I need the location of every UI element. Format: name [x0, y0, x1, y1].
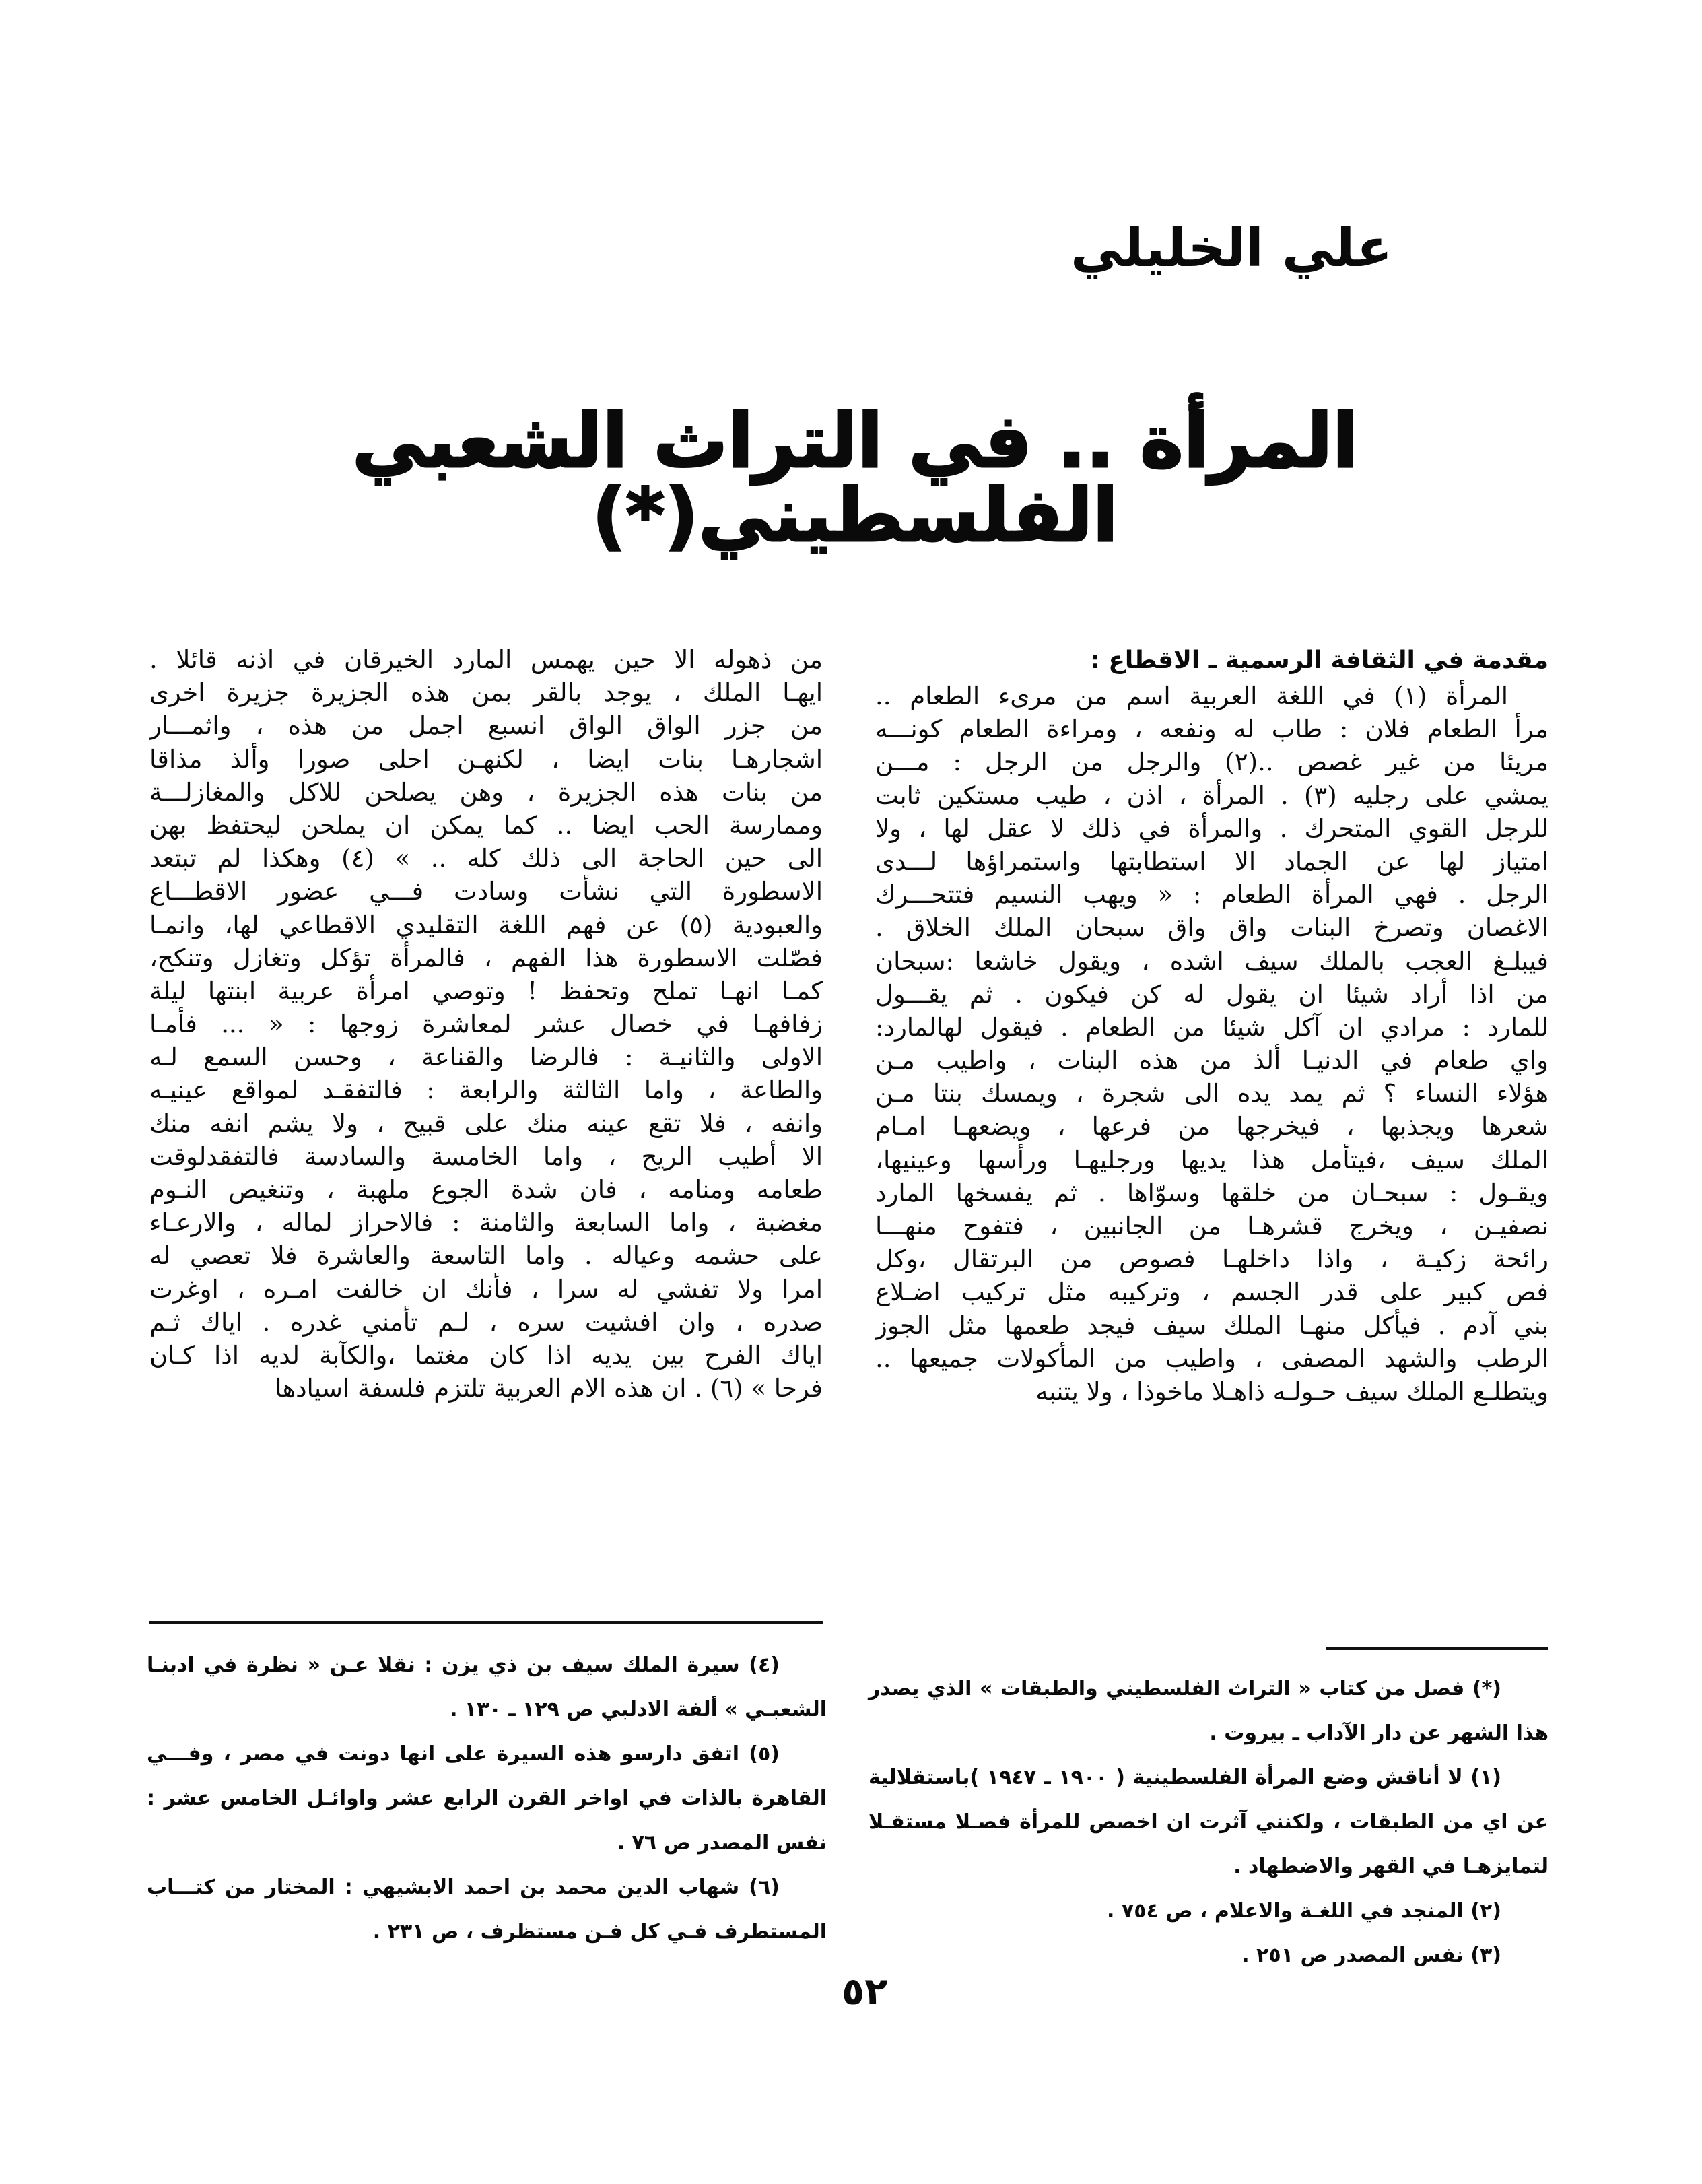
- text-line: رائحة زكيـة ، واذا داخلهـا فصوص من البرتقال ،وكل: [875, 1245, 1548, 1274]
- text-line: بني آدم . فيأكل منهـا الملك سيف فيجد طعمها مثل الجوز: [875, 1311, 1548, 1340]
- text-line: فصّلت الاسطورة هذا الفهم ، فالمرأة تؤكل وتغازل وتنكح،: [149, 943, 823, 972]
- footnote-line: القاهرة بالذات في اواخر القرن الرابع عشر واوائـل الخامس عشر :: [147, 1787, 827, 1810]
- text-line: طعامه ومنامه ، فان شدة الجوع ملهبة ، وتنغيص النـوم: [149, 1175, 823, 1204]
- footnote-line: هذا الشهر عن دار الآداب ـ بيروت .: [1209, 1721, 1548, 1745]
- text-line: نصفيـن ، ويخرج قشرهـا من الجانبين ، فتفوح منهـــا: [875, 1212, 1548, 1240]
- footnote-line: الشعبـي » ألفة الادلبي ص ١٢٩ ـ ١٣٠ .: [450, 1698, 827, 1721]
- author-name: علي الخليلي: [1070, 218, 1392, 279]
- text-line: فص كبير على قدر الجسم ، وتركيبه مثل تركيب اضـلاع: [875, 1278, 1548, 1307]
- text-line: واي طعام في الدنيـا ألذ من هذه البنات ، واطيب مـن: [875, 1046, 1548, 1076]
- text-line: الا أطيب الريح ، واما الخامسة والسادسة فالتفقدلوقت: [149, 1141, 823, 1171]
- footnote: [147, 1732, 827, 1865]
- text-line: والطاعة ، واما الثالثة والرابعة : فالتفقـد لمواقع عينيـه: [149, 1076, 823, 1105]
- text-line: من جزر الواق الواق انسبع اجمل من هذه ، واثمـــار: [149, 711, 823, 741]
- text-line: الرجل . فهي المرأة الطعام : « ويهب النسيم فتتحـــرك: [875, 880, 1548, 910]
- text-line: فرحا » (٦) . ان هذه الام العربية تلتزم فلسفة اسيادها: [275, 1374, 823, 1403]
- footnote: [869, 1667, 1548, 1756]
- left-column-lines: [149, 643, 823, 1405]
- footnote-line: (٣) نفس المصدر ص ٢٥١ .: [1241, 1944, 1501, 1967]
- footnote-line: المستطرف فـي كل فـن مستظرف ، ص ٢٣١ .: [372, 1920, 827, 1944]
- text-line: امرا ولا تفشي له سرا ، فأنك ان خالفت امـره ، اوغرت: [149, 1274, 823, 1304]
- footnote: [147, 1865, 827, 1954]
- text-line: الرطب والشهد المصفى ، واطيب من المأكولات جميعها ..: [875, 1344, 1548, 1373]
- left-column-body: [149, 643, 823, 1405]
- right-column-body: [875, 643, 1548, 1408]
- footnote: [869, 1889, 1548, 1933]
- text-line: من ذهوله الا حين يهمس المارد الخيرقان في اذنه قائلا .: [149, 645, 823, 674]
- article-title: المرأة .. في التراث الشعبي الفلسطيني(*): [352, 398, 1358, 558]
- footnote-line: (٥) اتفق دارسو هذه السيرة على انها دونت في مصر ، وفـــي: [147, 1742, 780, 1766]
- text-line: ويقـول : سبحـان من خلقها وسوّاها . ثم يفسخها المارد: [875, 1178, 1548, 1207]
- text-line: وممارسة الحب ايضا .. كما يمكن ان يملحن ليحتفظ بهن: [149, 810, 823, 840]
- text-line: وانفه ، فلا تقع عينه منك على قبيح ، ولا يشم انفه منك: [149, 1108, 823, 1138]
- text-line: هؤلاء النساء ؟ ثم يمد يده الى شجرة ، ويمسك بنتا مـن: [875, 1079, 1548, 1108]
- text-line: الملك سيف ،فيتأمل هذا يديها ورجليهـا ورأسها وعينيها،: [875, 1145, 1548, 1174]
- footnote-line: (*) فصل من كتاب « التراث الفلسطيني والطبقات » الذي يصدر: [869, 1677, 1501, 1700]
- text-line: من اذا أراد شيئا ان يقول له كن فيكون . ثم يقـــول: [875, 979, 1548, 1009]
- text-line: الاغصان وتصرخ البنات واق واق سبحان الملك الخلاق .: [875, 913, 1548, 943]
- text-line: للرجل القوي المتحرك . والمرأة في ذلك لا عقل لها ، ولا: [875, 814, 1548, 843]
- text-line: امتياز لها عن الجماد الا استطابتها واستمراؤها لـــدى: [875, 847, 1548, 876]
- footnote-line: (١) لا أناقش وضع المرأة الفلسطينية ( ١٩٠٠ ـ ١٩٤٧ )باستقلالية: [869, 1766, 1501, 1789]
- text-line: الاسطورة التي نشأت وسادت فـــي عضور الاقطـــاع: [149, 877, 823, 906]
- footnotes-left: [147, 1643, 827, 1954]
- page-number: ٥٢: [842, 1970, 888, 2014]
- text-line: شعرها ويجذبها ، فيخرجها من فرعها ، ويضعهـا امـام: [875, 1112, 1548, 1141]
- text-line: ايهـا الملك ، يوجد بالقر بمن هذه الجزيرة جزيرة اخرى: [149, 678, 823, 708]
- text-line: اشجارهـا بنات ايضا ، لكنهـن احلى صورا وألذ مذاقا: [149, 744, 823, 774]
- text-line: من بنات هذه الجزيرة ، وهن يصلحن للاكل والمغازلـــة: [149, 777, 823, 807]
- text-line: الى حين الحاجة الى ذلك كله .. » (٤) وهكذا لم تبتعد: [149, 844, 823, 873]
- footnote-line: (٢) المنجد في اللغـة والاعلام ، ص ٧٥٤ .: [1107, 1899, 1501, 1923]
- footnote-line: (٦) شهاب الدين محمد بن احمد الابشيهي : المختار من كتـــاب: [147, 1876, 780, 1899]
- text-line: صدره ، وان افشيت سره ، لـم تأمني غدره . اياك ثـم: [149, 1307, 823, 1337]
- text-line: مرأ الطعام فلان : طاب له ونفعه ، ومراءة الطعام كونـــه: [875, 715, 1548, 744]
- footnotes-right: [869, 1667, 1548, 1978]
- text-line: والعبودية (٥) عن فهم اللغة التقليدي الاقطاعي لها، وانمـا: [149, 910, 823, 939]
- footnote-line: عن اي من الطبقات ، ولكنني آثرت ان اخصص للمرأة فصـلا مستقـلا: [869, 1810, 1548, 1834]
- text-line: فيبلـغ العجب بالملك سيف اشده ، ويقول خاشعا :سبحان: [875, 946, 1548, 976]
- text-line: يمشي على رجليه (٣) . المرأة ، اذن ، طيب مستكين ثابت: [875, 781, 1548, 810]
- section-heading: مقدمة في الثقافة الرسمية ـ الاقطاع :: [1090, 647, 1548, 674]
- footnote: [147, 1643, 827, 1732]
- text-line: كمـا انهـا تملح وتحفظ ! وتوصي امرأة عربية ابنتها ليلة: [149, 976, 823, 1005]
- text-line: زفافهـا في خصال عشر لمعاشرة زوجها : « ... فأمـا: [149, 1010, 823, 1039]
- text-line: الاولى والثانيـة : فالرضا والقناعة ، وحسن السمع لـه: [149, 1043, 823, 1072]
- footnote-divider-left: [149, 1621, 823, 1624]
- footnote-divider-right: [1326, 1647, 1548, 1650]
- text-line: على حشمه وعياله . واما التاسعة والعاشرة فلا تعصي له: [149, 1241, 823, 1271]
- footnote-line: نفس المصدر ص ٧٦ .: [617, 1831, 827, 1855]
- text-line: مريئا من غير غصص ..(٢) والرجل من الرجل : مـــن: [875, 748, 1548, 777]
- footnote: [869, 1756, 1548, 1889]
- text-line: للمارد : مرادي ان آكل شيئا من الطعام . فيقول لهالمارد:: [875, 1012, 1548, 1042]
- text-line: ويتطلـع الملك سيف حـولـه ذاهـلا ماخوذا ، ولا يتنبه: [1035, 1377, 1548, 1406]
- right-column-lines: [875, 680, 1548, 1408]
- footnote-line: (٤) سيرة الملك سيف بن ذي يزن : نقلا عـن « نظرة في ادبنـا: [147, 1653, 780, 1677]
- text-line: مغضبة ، واما السابعة والثامنة : فالاحراز لماله ، والارعـاء: [149, 1208, 823, 1238]
- footnote: [869, 1933, 1548, 1978]
- text-line: المرأة (١) في اللغة العربية اسم من مرىء الطعام ..: [875, 682, 1508, 710]
- text-line: اياك الفرح بين يديه اذا كان مغتما ،والكآبة لديه اذا كـان: [149, 1340, 823, 1370]
- footnote-line: لتمايزهـا في القهر والاضطهاد .: [1233, 1855, 1548, 1878]
